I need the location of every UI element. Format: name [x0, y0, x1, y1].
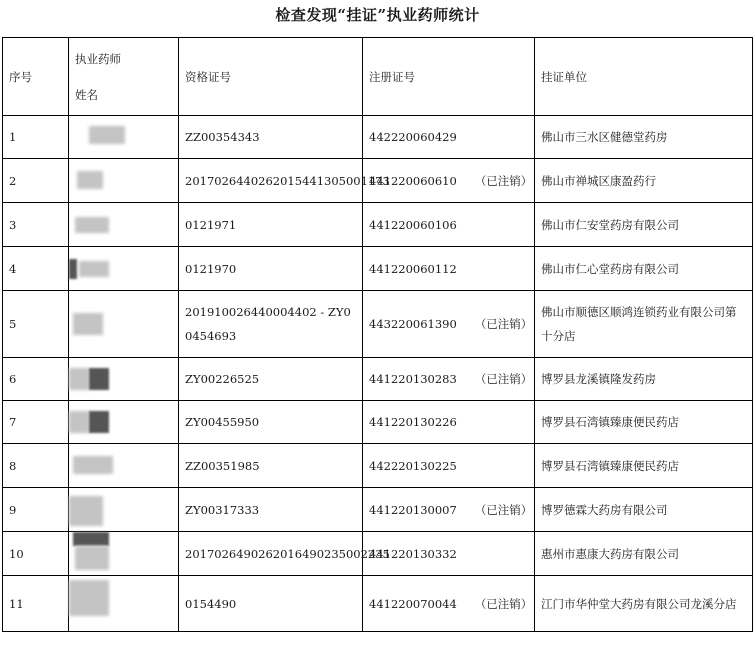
registration-number: 442220060429: [369, 130, 457, 144]
redaction-blur: [69, 496, 103, 526]
qualification-cell: ZY00317333: [179, 488, 363, 532]
table-row: [3, 488, 753, 532]
redaction-blur: [77, 171, 103, 189]
name-cell-redacted: [69, 358, 179, 401]
seq-cell: 3: [3, 203, 69, 247]
page-title: 检查发现“挂证”执业药师统计: [275, 6, 480, 24]
redaction-blur: [89, 126, 125, 144]
unit-cell: 佛山市顺德区顺鸿连锁药业有限公司第十分店: [535, 291, 753, 358]
name-cell-redacted: [69, 576, 179, 632]
unit-cell: 博罗县石湾镇臻康便民药店: [535, 444, 753, 488]
name-cell-redacted: [69, 247, 179, 291]
name-cell-redacted: [69, 203, 179, 247]
registration-number: 441220130283: [369, 372, 457, 386]
qualification-cell: ZY00226525: [179, 358, 363, 401]
seq-cell: 1: [3, 116, 69, 159]
qualification-cell: ZY00455950: [179, 401, 363, 444]
header-row: [3, 38, 753, 116]
qualification-cell: 0154490: [179, 576, 363, 632]
seq-cell: 7: [3, 401, 69, 444]
registration-cell: [363, 291, 535, 358]
name-cell-redacted: [69, 488, 179, 532]
registration-cell: [363, 203, 535, 247]
table-row: [3, 203, 753, 247]
table-row: [3, 358, 753, 401]
qualification-cell: 201910026440004402 - ZY00454693: [179, 291, 363, 358]
header-name-line2: 姓名: [75, 87, 98, 102]
registration-cell: [363, 116, 535, 159]
unit-cell: 博罗德霖大药房有限公司: [535, 488, 753, 532]
table-row: [3, 247, 753, 291]
qualification-cell: 20170264902620164902350022​35: [179, 532, 363, 576]
name-cell-redacted: [69, 159, 179, 203]
unit-cell: 惠州市惠康大药房有限公司: [535, 532, 753, 576]
registration-cell: [363, 576, 535, 632]
registration-number: 441220060112: [369, 261, 457, 276]
name-cell-redacted: [69, 532, 179, 576]
name-cell-redacted: [69, 116, 179, 159]
registration-status: （已注销）: [474, 372, 533, 386]
registration-status: （已注销）: [474, 596, 533, 611]
name-cell-redacted: [69, 401, 179, 444]
header-unit: 挂证单位: [535, 38, 753, 116]
header-qualification: 资格证号: [179, 38, 363, 116]
registration-number: 441220130007: [369, 502, 457, 517]
redaction-blur: [75, 217, 109, 233]
registration-cell: [363, 247, 535, 291]
unit-cell: 佛山市禅城区康盈药行: [535, 159, 753, 203]
redaction-blur: [69, 411, 89, 433]
registration-status: （已注销）: [474, 317, 533, 331]
registration-cell: [363, 444, 535, 488]
seq-cell: 2: [3, 159, 69, 203]
name-cell-redacted: [69, 291, 179, 358]
header-registration: 注册证号: [363, 38, 535, 116]
registration-status: （已注销）: [474, 173, 533, 188]
qualification-cell: ZZ00351985: [179, 444, 363, 488]
seq-cell: 6: [3, 358, 69, 401]
unit-cell: 佛山市仁心堂药房有限公司: [535, 247, 753, 291]
qualification-cell: 20170264402620154413050011​73: [179, 159, 363, 203]
header-name-line1: 执业药师: [75, 51, 121, 66]
table-row: [3, 116, 753, 159]
registration-number: 441220060610: [369, 173, 457, 188]
registration-cell: [363, 159, 535, 203]
unit-cell: 博罗县石湾镇臻康便民药店: [535, 401, 753, 444]
redaction-blur: [75, 546, 109, 570]
registration-number: 442220130225: [369, 458, 457, 473]
redaction-blur: [73, 456, 113, 474]
table-row: [3, 444, 753, 488]
qualification-cell: 0121971: [179, 203, 363, 247]
qualification-cell: 0121970: [179, 247, 363, 291]
seq-cell: 9: [3, 488, 69, 532]
redaction-blur: [73, 313, 103, 335]
registration-number: 441220070044: [369, 596, 457, 611]
unit-cell: 江门市华仲堂大药房有限公司龙溪分店: [535, 576, 753, 632]
registration-status: （已注销）: [474, 502, 533, 517]
name-cell-redacted: [69, 444, 179, 488]
redaction-blur: [79, 261, 109, 277]
unit-cell: 佛山市三水区健德堂药房: [535, 116, 753, 159]
seq-cell: 4: [3, 247, 69, 291]
registration-number: 441220130226: [369, 415, 457, 429]
header-name: [69, 38, 179, 116]
header-seq: 序号: [3, 38, 69, 116]
seq-cell: 10: [3, 532, 69, 576]
unit-cell: 佛山市仁安堂药房有限公司: [535, 203, 753, 247]
redaction-blur: [69, 259, 77, 279]
registration-cell: [363, 401, 535, 444]
redaction-blur: [89, 368, 109, 390]
registration-cell: [363, 532, 535, 576]
table-row: [3, 291, 753, 358]
seq-cell: 8: [3, 444, 69, 488]
registration-number: 443220061390: [369, 317, 457, 331]
table-row: [3, 401, 753, 444]
table-row: [3, 532, 753, 576]
redaction-blur: [69, 580, 109, 616]
redaction-blur: [73, 532, 109, 546]
pharmacist-table: [2, 37, 753, 632]
qualification-cell: ZZ00354343: [179, 116, 363, 159]
redaction-blur: [69, 368, 89, 390]
unit-cell: 博罗县龙溪镇隆发药房: [535, 358, 753, 401]
redaction-blur: [89, 411, 109, 433]
registration-cell: [363, 488, 535, 532]
table-row: [3, 159, 753, 203]
registration-number: 441220060106: [369, 217, 457, 232]
registration-number: 441220130332: [369, 546, 457, 561]
seq-cell: 5: [3, 291, 69, 358]
table-row: [3, 576, 753, 632]
registration-cell: [363, 358, 535, 401]
seq-cell: 11: [3, 576, 69, 632]
